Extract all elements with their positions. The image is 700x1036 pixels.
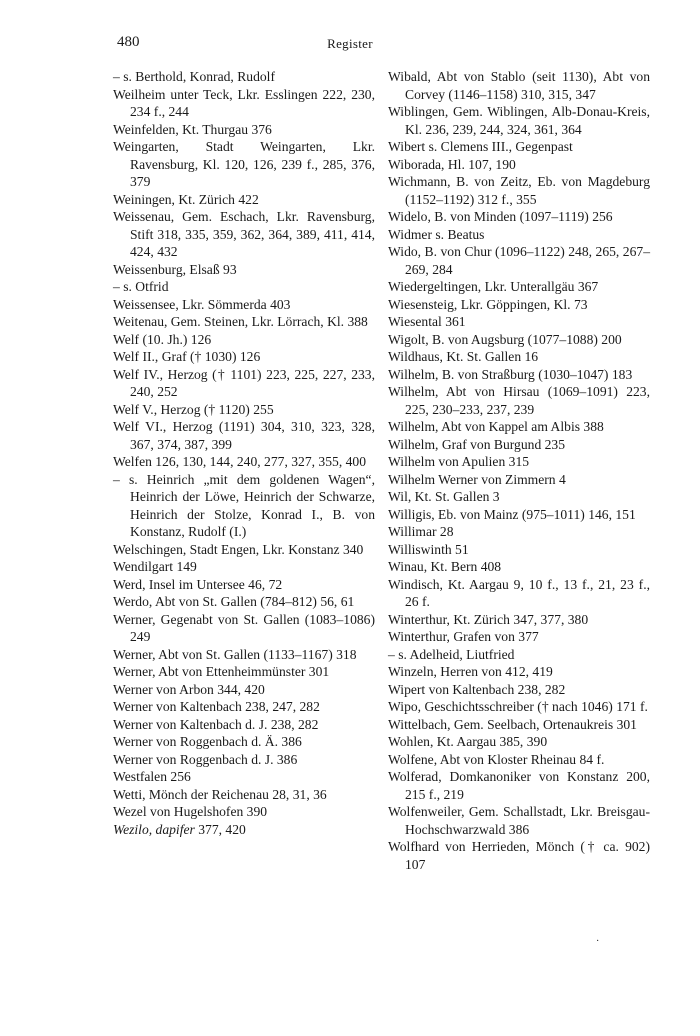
- index-entry: Wolfene, Abt von Kloster Rheinau 84 f.: [388, 751, 605, 767]
- index-entry: Wolferad, Domkanoniker von Konstanz 200, 215 f., 219: [388, 769, 650, 802]
- index-entry: Wilhelm, Abt von Kappel am Albis 388: [388, 419, 604, 434]
- index-entry: Willigis, Eb. von Mainz (975–1011) 146, 151: [388, 506, 636, 522]
- index-entry: Werd, Insel im Untersee 46, 72: [113, 576, 283, 592]
- index-entry: Winterthur, Kt. Zürich 347, 377, 380: [388, 611, 589, 627]
- index-entry: Wetti, Mönch der Reichenau 28, 31, 36: [113, 786, 327, 802]
- index-entry: Wezel von Hugelshofen 390: [113, 804, 268, 819]
- index-entry: Werner von Arbon 344, 420: [113, 681, 265, 697]
- index-entry: Welf II., Graf († 1030) 126: [113, 349, 261, 364]
- index-entry: Wolfhard von Herrieden, Mönch († ca. 902) 107: [388, 839, 650, 872]
- index-entry: Welf IV., Herzog († 1101) 223, 225, 227, 233, 240, 252: [113, 366, 375, 399]
- index-entry: Westfalen 256: [113, 769, 191, 784]
- index-entry: [113, 821, 375, 839]
- index-entry: Wohlen, Kt. Aargau 385, 390: [388, 734, 548, 749]
- index-entry: Werner von Roggenbach d. J. 386: [113, 751, 298, 767]
- index-entry: Weissenau, Gem. Eschach, Lkr. Ravensburg, Stift 318, 335, 359, 362, 364, 389, 411, 414, 424, 432: [113, 209, 375, 259]
- index-entry: Wendilgart 149: [113, 559, 197, 574]
- index-entry: – s. Adelheid, Liutfried: [388, 646, 515, 662]
- footer-mark: ·: [596, 936, 600, 947]
- index-entry: Wibald, Abt von Stablo (seit 1130), Abt von Corvey (1146–1158) 310, 315, 347: [388, 69, 650, 102]
- index-entry: Weinfelden, Kt. Thurgau 376: [113, 121, 272, 137]
- index-entry: Weilheim unter Teck, Lkr. Esslingen 222, 230, 234 f., 244: [113, 86, 375, 119]
- index-entry: Weingarten, Stadt Weingarten, Lkr. Ravensburg, Kl. 120, 126, 239 f., 285, 376, 379: [113, 139, 375, 189]
- index-entry: Windisch, Kt. Aargau 9, 10 f., 13 f., 21, 23 f., 26 f.: [388, 576, 650, 609]
- index-entry: – s. Heinrich „mit dem goldenen Wagen“, Heinrich der Löwe, Heinrich der Schwarze, Heinrich der Stolze, Konrad I., B. von Konstanz, Rudolf (I.): [113, 471, 375, 539]
- index-entry: Werdo, Abt von St. Gallen (784–812) 56, 61: [113, 594, 355, 609]
- index-entry: Widelo, B. von Minden (1097–1119) 256: [388, 209, 613, 224]
- index-entry: Wigolt, B. von Augsburg (1077–1088) 200: [388, 331, 622, 347]
- index-entry: Widmer s. Beatus: [388, 226, 485, 242]
- index-entry: Willimar 28: [388, 524, 454, 539]
- index-entry: Wilhelm, Abt von Hirsau (1069–1091) 223, 225, 230–233, 237, 239: [388, 384, 650, 417]
- index-entry: Welfen 126, 130, 144, 240, 277, 327, 355, 400: [113, 454, 367, 469]
- index-entry: Wolfenweiler, Gem. Schallstadt, Lkr. Breisgau-Hochschwarzwald 386: [388, 804, 650, 837]
- index-entry: – s. Otfrid: [113, 279, 169, 294]
- index-entry: Welf VI., Herzog (1191) 304, 310, 323, 328, 367, 374, 387, 399: [113, 419, 375, 452]
- index-entry: Wiesental 361: [388, 314, 466, 329]
- index-entry: Williswinth 51: [388, 541, 469, 557]
- running-head: Register: [327, 36, 373, 51]
- index-entry: Wibert s. Clemens III., Gegenpast: [388, 139, 573, 154]
- index-entry: Werner, Abt von Ettenheimmünster 301: [113, 664, 330, 679]
- index-entry: Werner von Kaltenbach 238, 247, 282: [113, 699, 320, 714]
- index-entry: Wilhelm Werner von Zimmern 4: [388, 471, 566, 487]
- index-entry: Weissenburg, Elsaß 93: [113, 261, 237, 277]
- index-column-left: [113, 68, 375, 838]
- index-entry: Wilhelm, B. von Straßburg (1030–1047) 183: [388, 366, 633, 382]
- index-entry: Wipo, Geschichtsschreiber († nach 1046) 171 f.: [388, 699, 648, 714]
- index-entry: Welschingen, Stadt Engen, Lkr. Konstanz 340: [113, 541, 364, 557]
- index-entry: Weissensee, Lkr. Sömmerda 403: [113, 296, 291, 312]
- index-entry: Werner, Abt von St. Gallen (1133–1167) 318: [113, 646, 357, 662]
- index-entry: Wipert von Kaltenbach 238, 282: [388, 681, 566, 697]
- index-entry: Weitenau, Gem. Steinen, Lkr. Lörrach, Kl. 388: [113, 314, 368, 329]
- index-entry: Wil, Kt. St. Gallen 3: [388, 489, 500, 504]
- index-entry: Winau, Kt. Bern 408: [388, 559, 502, 574]
- page-number: 480: [117, 34, 140, 50]
- index-entry: Wiedergeltingen, Lkr. Unterallgäu 367: [388, 279, 599, 294]
- index-entry: Welf (10. Jh.) 126: [113, 331, 212, 347]
- index-entry: Werner, Gegenabt von St. Gallen (1083–1086) 249: [113, 611, 375, 644]
- index-entry: Winterthur, Grafen von 377: [388, 629, 539, 644]
- index-entry: Wichmann, B. von Zeitz, Eb. von Magdeburg (1152–1192) 312 f., 355: [388, 174, 650, 207]
- index-entry: Wiborada, Hl. 107, 190: [388, 156, 516, 172]
- index-entry: Weiningen, Kt. Zürich 422: [113, 191, 259, 207]
- index-entry-pages: 377, 420: [194, 821, 246, 837]
- index-entry: Wittelbach, Gem. Seelbach, Ortenaukreis 301: [388, 716, 637, 732]
- index-column-right: [388, 68, 650, 873]
- index-entry: Werner von Kaltenbach d. J. 238, 282: [113, 716, 319, 732]
- index-entry-italic: Wezilo, dapifer: [113, 821, 195, 837]
- index-entry: Winzeln, Herren von 412, 419: [388, 664, 553, 679]
- index-entry: Wiblingen, Gem. Wiblingen, Alb-Donau-Kreis, Kl. 236, 239, 244, 324, 361, 364: [388, 104, 650, 137]
- index-entry: Wilhelm, Graf von Burgund 235: [388, 436, 566, 452]
- index-entry: Werner von Roggenbach d. Ä. 386: [113, 734, 302, 749]
- index-entry: Wildhaus, Kt. St. Gallen 16: [388, 349, 539, 364]
- index-entry: Welf V., Herzog († 1120) 255: [113, 401, 274, 417]
- index-entry: Wido, B. von Chur (1096–1122) 248, 265, 267–269, 284: [388, 244, 650, 277]
- index-entry: Wilhelm von Apulien 315: [388, 454, 530, 469]
- index-entry: Wiesensteig, Lkr. Göppingen, Kl. 73: [388, 296, 588, 312]
- index-entry: – s. Berthold, Konrad, Rudolf: [113, 69, 275, 84]
